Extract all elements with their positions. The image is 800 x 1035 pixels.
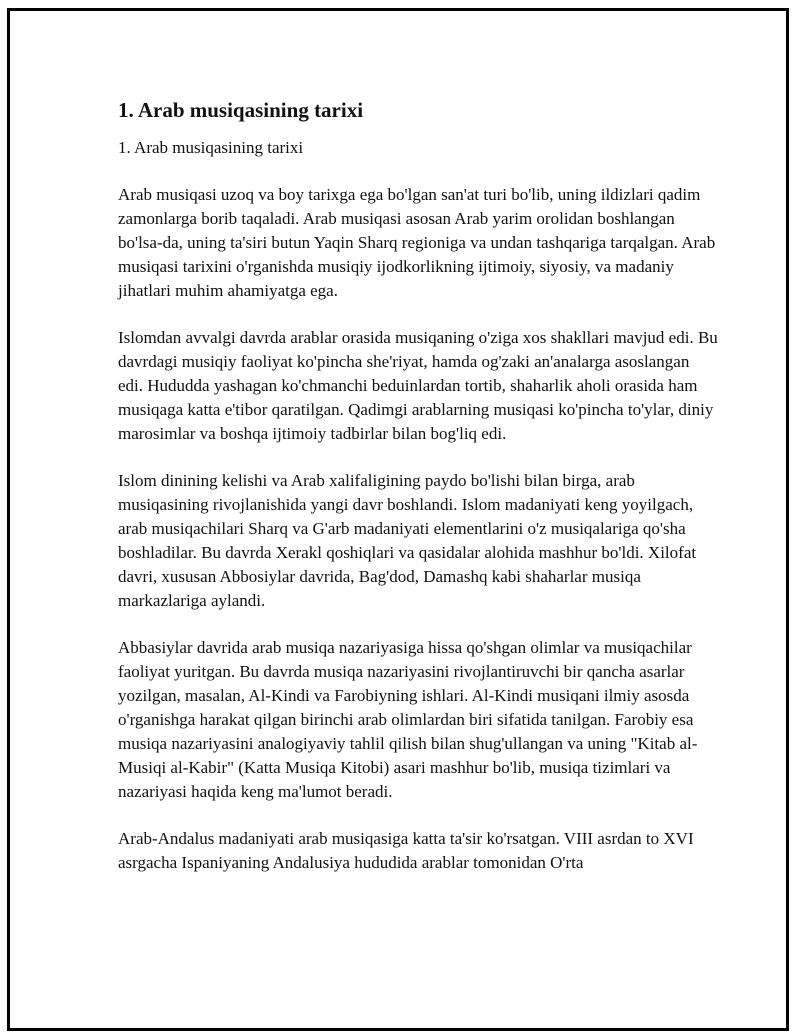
paragraph-1: Arab musiqasi uzoq va boy tarixga ega bo'lgan san'at turi bo'lib, uning ildizlari qadim zamonlarga borib taqaladi. Arab musiqasi asosan Arab yarim orolidan boshlangan bo'lsa-da, uning ta'siri butun Yaqin Sharq regioniga va undan tashqariga tarqalgan. Arab musiqasi tarixini o'rganishda musiqiy ijodkorlikning ijtimoiy, siyosiy, va madaniy jihatlari muhim ahamiyatga ega. xyxy=(118,185,716,300)
document-body xyxy=(118,97,718,898)
document-page xyxy=(7,8,789,1031)
document-title: 1. Arab musiqasining tarixi xyxy=(118,98,364,122)
paragraph-2: Islomdan avvalgi davrda arablar orasida musiqaning o'ziga xos shakllari mavjud edi. Bu davrdagi musiqiy faoliyat ko'pincha she'riyat, hamda og'zaki an'analarga asoslangan edi. Hududda yashagan ko'chmanchi beduinlardan tortib, shaharlik aholi orasida ham musiqaga katta e'tibor qaratilgan. Qadimgi arablarning musiqasi ko'pincha to'ylar, diniy marosimlar va boshqa ijtimoiy tadbirlar bilan bog'liq edi. xyxy=(118,328,718,443)
paragraph-3: Islom dinining kelishi va Arab xalifaligining paydo bo'lishi bilan birga, arab musiqasining rivojlanishida yangi davr boshlandi. Islom madaniyati keng yoyilgach, arab musiqachilari Sharq va G'arb madaniyati elementlarini o'z musiqalariga qo'sha boshladilar. Bu davrda Xerakl qoshiqlari va qasidalar alohida mashhur bo'ldi. Xilofat davri, xususan Abbosiylar davrida, Bag'dod, Damashq kabi shaharlar musiqa markazlariga aylandi. xyxy=(118,471,697,610)
paragraph-4: Abbasiylar davrida arab musiqa nazariyasiga hissa qo'shgan olimlar va musiqachilar faoliyat yuritgan. Bu davrda musiqa nazariyasini rivojlantiruvchi bir qancha asarlar yozilgan, masalan, Al-Kindi va Farobiyning ishlari. Al-Kindi musiqani ilmiy asosda o'rganishga harakat qilgan birinchi arab olimlardan biri sifatida tanilgan. Farobiy esa musiqa nazariyasini analogiyaviy tahlil qilish bilan shug'ullangan va uning "Kitab al-Musiqi al-Kabir" (Katta Musiqa Kitobi) asari mashhur bo'lib, musiqa tizimlari va nazariyasi haqida keng ma'lumot beradi. xyxy=(118,638,698,801)
section-heading: 1. Arab musiqasining tarixi xyxy=(118,138,304,157)
paragraph-5: Arab-Andalus madaniyati arab musiqasiga katta ta'sir ko'rsatgan. VIII asrdan to XVI asrgacha Ispaniyaning Andalusiya hududida arablar tomonidan O'rta xyxy=(118,829,694,872)
